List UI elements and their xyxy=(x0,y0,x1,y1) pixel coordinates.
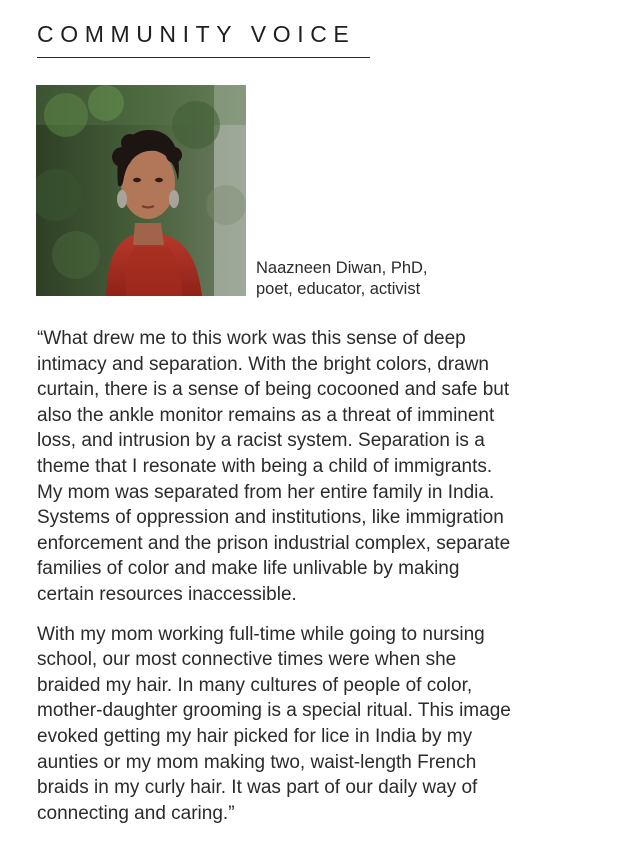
quote-body xyxy=(37,326,597,826)
section-heading xyxy=(37,20,370,58)
quote-line: school, our most connective times were when she xyxy=(37,649,457,671)
quote-line: connecting and caring.” xyxy=(37,802,235,824)
quote-line: My mom was separated from her entire family in India. xyxy=(37,481,495,503)
portrait-illustration xyxy=(36,85,246,296)
portrait-photo xyxy=(36,85,246,296)
quote-line: braided my hair. In many cultures of people of color, xyxy=(37,674,473,696)
quote-line: curtain, there is a sense of being cocooned and safe but xyxy=(37,379,510,401)
quote-line: theme that I resonate with being a child of immigrants. xyxy=(37,455,493,477)
quote-line: “What drew me to this work was this sense of deep xyxy=(37,328,466,349)
quote-line: certain resources inaccessible. xyxy=(37,583,297,605)
quote-line: Systems of oppression and institutions, like immigration xyxy=(37,507,504,529)
quote-line: also the ankle monitor remains as a threat of imminent xyxy=(37,404,495,426)
photo-caption xyxy=(256,258,428,300)
quote-paragraph-1 xyxy=(37,326,597,608)
quote-line: aunties or my mom making two, waist-length French xyxy=(37,751,477,773)
caption-name: Naazneen Diwan, PhD, xyxy=(256,259,428,277)
caption-roles: poet, educator, activist xyxy=(256,280,421,298)
quote-line: With my mom working full-time while going to nursing xyxy=(37,623,485,645)
quote-line: mother-daughter grooming is a special ritual. This image xyxy=(37,700,511,722)
quote-line: intimacy and separation. With the bright colors, drawn xyxy=(37,353,489,375)
quote-line: families of color and make life unlivable by making xyxy=(37,558,460,580)
section-heading-text: COMMUNITY VOICE xyxy=(37,21,356,47)
quote-line: braids in my curly hair. It was part of our daily way of xyxy=(37,777,478,799)
quote-line: loss, and intrusion by a racist system. Separation is a xyxy=(37,430,485,452)
quote-paragraph-2 xyxy=(37,622,597,827)
quote-line: enforcement and the prison industrial complex, separate xyxy=(37,532,511,554)
quote-line: evoked getting my hair picked for lice in India by my xyxy=(37,725,473,747)
